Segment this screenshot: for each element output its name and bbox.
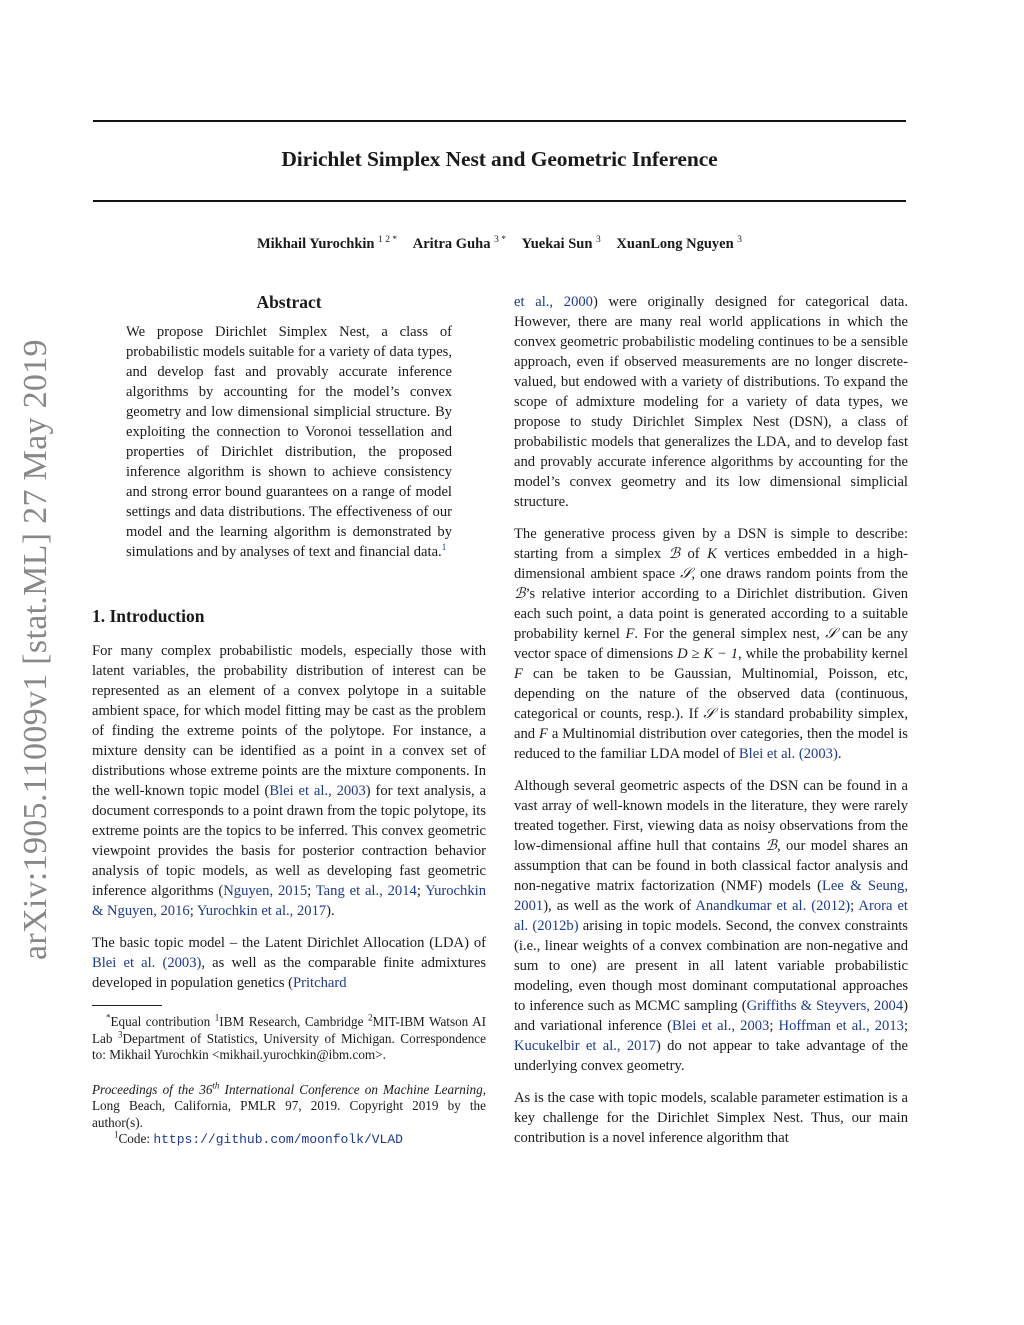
- arxiv-stamp: arXiv:1905.11009v1 [stat.ML] 27 May 2019: [17, 339, 54, 960]
- citation-link[interactable]: et al., 2000: [514, 294, 593, 310]
- citation-link[interactable]: Arora et al. (2012b): [514, 898, 908, 934]
- abstract-heading: Abstract: [256, 292, 322, 312]
- math-symbol: ℬ: [668, 546, 681, 562]
- math-symbol: ℬ: [765, 838, 778, 854]
- citation-link[interactable]: Blei et al. (2003): [738, 746, 838, 762]
- citation-link[interactable]: Blei et al., 2003: [269, 783, 366, 799]
- intro-paragraph-1: For many complex probabilistic models, especially those with latent variables, the probability distribution of interest can be represented as an element of a convex polytope in a suitable ambient space, for which model fitting may be cast as the problem of finding the extreme points of the polytope. For instance, a mixture density can be identified as a point in a convex set of distributions whose extreme points are the mixture components. In the well-known topic model (Blei et al., 2003) for text analysis, a document corresponds to a point drawn from the topic polytope, its extreme points are the topics to be inferred. This convex geometric viewpoint provides the basis for posterior contraction behavior analysis of topic models, as well as developing fast geometric inference algorithms (Nguyen, 2015; Tang et al., 2014; Yurochkin & Nguyen, 2016; Yurochkin et al., 2017).: [92, 643, 486, 919]
- math-symbol: F: [625, 626, 635, 642]
- author: XuanLong Nguyen $^3$: [616, 235, 743, 252]
- citation-link[interactable]: Tang et al., 2014: [315, 883, 417, 899]
- math-expression: D ≥ K − 1: [677, 646, 739, 662]
- footnote-ref[interactable]: 1: [441, 542, 447, 553]
- footnotes: [92, 1014, 486, 1149]
- citation-link[interactable]: Pritchard: [293, 975, 347, 991]
- citation-link[interactable]: Yurochkin et al., 2017: [196, 903, 327, 919]
- section-heading-introduction: 1. Introduction: [92, 606, 205, 626]
- author: Mikhail Yurochkin $^{1 2 *}$: [256, 235, 398, 252]
- right-column: [514, 292, 908, 1160]
- affiliations-footnote: *Equal contribution $^1$IBM Research, Cambridge $^2$MIT-IBM Watson AI Lab $^3$Department of Statistics, University of Michigan. Correspondence to: Mikhail Yurochkin <mikhail.yurochkin@ibm.com>.: [92, 1012, 486, 1062]
- math-symbol: ℬ: [514, 586, 526, 602]
- math-symbol: F: [539, 726, 548, 742]
- footnote-divider: [92, 1005, 162, 1006]
- intro-paragraph-4: Although several geometric aspects of the DSN can be found in a vast array of well-known models in the literature, they were rarely treated together. First, viewing data as noisy observations from the low-dimensional affine hull that contains ℬ, our model shares an assumption that can be found in both classical factor analysis and non-negative matrix factorization (NMF) models (Lee & Seung, 2001), as well as the work of Anandkumar et al. (2012); Arora et al. (2012b) arising in topic models. Second, the convex constraints (i.e., linear weights of a convex combination are non-negative and sum to one) are present in all latent variable probabilistic modeling, even though most dominant computational approaches to inference such as MCMC sampling (Griffiths & Steyvers, 2004) and variational inference (Blei et al., 2003; Hoffman et al., 2013; Kucukelbir et al., 2017) do not appear to take advantage of the underlying convex geometry.: [514, 778, 909, 1074]
- math-symbol: 𝒮: [680, 566, 692, 582]
- citation-link[interactable]: Kucukelbir et al., 2017: [514, 1038, 657, 1054]
- citation-link[interactable]: Yurochkin & Nguyen, 2016: [92, 883, 486, 919]
- citation-link[interactable]: Anandkumar et al. (2012): [695, 898, 851, 914]
- proceedings-note: Proceedings of the 36th International Conference on Machine Learning, Long Beach, California, PMLR 97, 2019. Copyright 2019 by the author(s).: [92, 1080, 486, 1130]
- math-symbol: 𝒮: [825, 626, 837, 642]
- code-url-link[interactable]: https://github.com/moonfolk/VLAD: [153, 1132, 403, 1147]
- citation-link[interactable]: Lee & Seung, 2001: [514, 878, 908, 914]
- intro-paragraph-2-continued: et al., 2000) were originally designed for categorical data. However, there are many real world applications in which the convex geometric probabilistic modeling continues to be a sensible approach, even if observed measurements are no longer discrete-valued, but endowed with a variety of distributions. To expand the scope of admixture modeling for a variety of data types, we propose to study Dirichlet Simplex Nest (DSN), a class of probabilistic models that generalizes the LDA, and to develop fast and provably accurate inference algorithms by accounting for the model’s convex geometry and its low dimensional simplicial structure.: [514, 294, 908, 510]
- intro-paragraph-5: As is the case with topic models, scalable parameter estimation is a key challenge for the Dirichlet Simplex Nest. Thus, our main contribution is a novel inference algorithm that: [514, 1090, 908, 1146]
- abstract-body: We propose Dirichlet Simplex Nest, a class of probabilistic models suitable for a variety of data types, and develop fast and provably accurate inference algorithms by accounting for the model’s convex geometry and low dimensional simplicial structure. By exploiting the connection to Voronoi tessellation and properties of Dirichlet distribution, the proposed inference algorithm is shown to achieve consistency and strong error bound guarantees on a range of model settings and data distributions. The effectiveness of our model and the learning algorithm is demonstrated by simulations and by analyses of text and financial data.$^1$: [126, 324, 452, 560]
- citation-link[interactable]: Blei et al., 2003: [672, 1018, 770, 1034]
- citation-link[interactable]: Blei et al. (2003): [92, 955, 202, 971]
- intro-paragraph-3: The generative process given by a DSN is simple to describe: starting from a simplex ℬ of K vertices embedded in a high-dimensional ambient space 𝒮, one draws random points from the ℬ’s relative interior according to a Dirichlet distribution. Given each such point, a data point is generated according to a suitable probability kernel F. For the general simplex nest, 𝒮 can be any vector space of dimensions D ≥ K − 1, while the probability kernel F can be taken to be Gaussian, Multinomial, Poisson, etc, depending on the nature of the observed data (continuous, categorical or counts, resp.). If 𝒮 is standard probability simplex, and F a Multinomial distribution over categories, then the model is reduced to the familiar LDA model of Blei et al. (2003).: [514, 526, 909, 762]
- citation-link[interactable]: Nguyen, 2015: [223, 883, 308, 899]
- math-symbol: K: [707, 546, 717, 562]
- author-list: [93, 236, 906, 253]
- math-symbol: F: [514, 666, 523, 682]
- title-rule-bottom: [93, 200, 906, 202]
- paper-title: Dirichlet Simplex Nest and Geometric Inference: [281, 147, 718, 171]
- citation-link[interactable]: Griffiths & Steyvers, 2004: [746, 998, 904, 1014]
- left-column: [92, 290, 486, 1149]
- code-footnote: $^1$Code: https://github.com/moonfolk/VLAD: [114, 1129, 403, 1147]
- author: Aritra Guha $^{3 *}$: [412, 235, 506, 252]
- intro-paragraph-2: The basic topic model – the Latent Dirichlet Allocation (LDA) of Blei et al. (2003), as well as the comparable finite admixtures developed in population genetics (Pritchard: [92, 935, 486, 991]
- title-rule-top: [93, 120, 906, 122]
- math-symbol: 𝒮: [703, 706, 715, 722]
- citation-link[interactable]: Hoffman et al., 2013: [778, 1018, 904, 1034]
- author: Yuekai Sun $^3$: [521, 235, 601, 252]
